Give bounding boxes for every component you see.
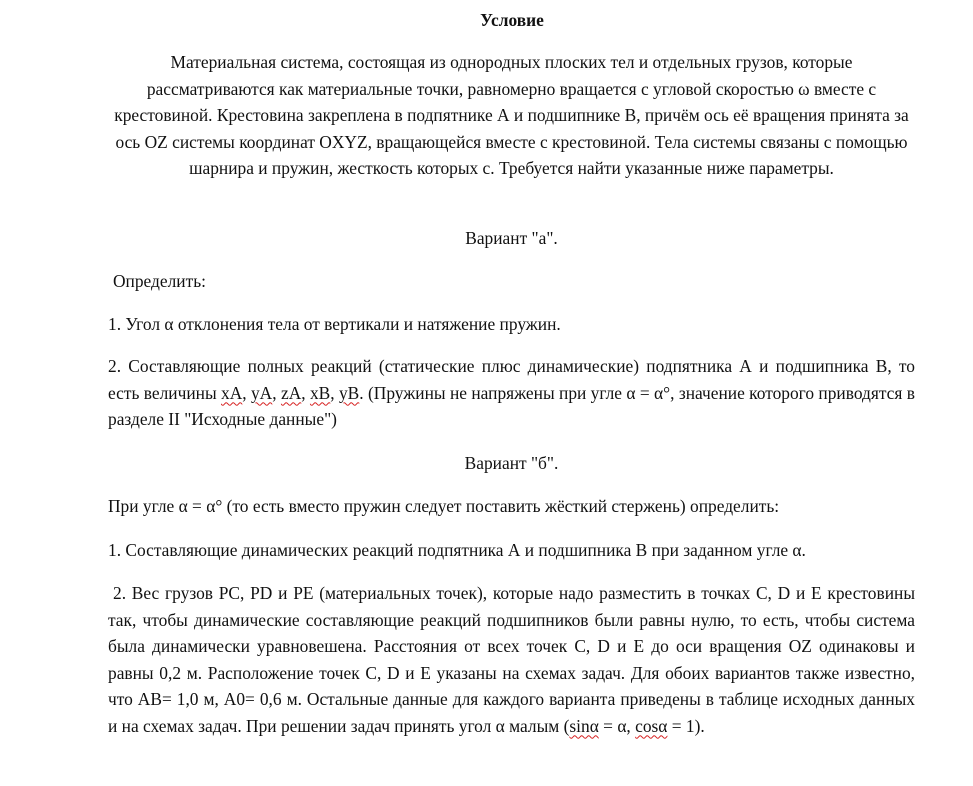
variant-a-item-2-text-end: . (Пружины не напряжены при угле α = α°, значение которого приводятся в разделе II "Исходные данные")	[108, 382, 915, 429]
variant-b-item-2-end: = 1).	[667, 715, 705, 736]
symbol-za: zA	[280, 382, 302, 403]
symbol-ya: yA	[250, 382, 273, 403]
variant-a-item-2: 2. Составляющие полных реакций (статические плюс динамические) подпятника А и подшипника В, то есть величины xA, yA, zA, xB, yB. (Пружины не напряжены при угле α = α°, значение которого приводятся в разделе II "Исходные данные")	[108, 356, 915, 429]
variant-b-heading: Вариант "б".	[464, 453, 559, 473]
variant-a-item-2-text-start: 2. Составляющие полных реакций (статические плюс динамические) подпятника А и подшипника В, то есть величины	[108, 356, 915, 403]
symbol-xa: xA	[221, 382, 243, 403]
variant-b-item-2-text: 2. Вес грузов PC, PD и PE (материальных точек), которые надо разместить в точках C, D и E крестовины так, чтобы динамические составляющие реакций подшипников были равны нулю, то есть, чтобы система была динамически уравновешена. Расстояния от всех точек C, D и E до оси вращения OZ одинаковы и равны 0,2 м. Расположение точек C, D и E указаны на схемах задач. Для обоих вариантов также известно, что AB= 1,0 м, A0= 0,6 м. Остальные данные для каждого варианта приведены в таблице исходных данных и на схемах задач. При решении задач принять угол α малым (	[108, 583, 915, 736]
variant-a-determine-label: Определить:	[113, 271, 206, 291]
variant-a-heading: Вариант "а".	[465, 228, 558, 248]
variant-b-item-2	[108, 580, 915, 739]
variant-b-item-2-mid: = α,	[598, 715, 636, 736]
sin-alpha: sinα	[569, 715, 599, 736]
variant-b-condition: При угле α = α° (то есть вместо пружин следует поставить жёсткий стержень) определить:	[108, 496, 780, 516]
variant-b-item-1: 1. Составляющие динамических реакций подпятника А и подшипника В при заданном угле α.	[108, 540, 806, 560]
document-title: Условие	[480, 10, 544, 30]
symbol-yb: yB	[338, 382, 360, 403]
variant-a-item-1: 1. Угол α отклонения тела от вертикали и натяжение пружин.	[108, 314, 561, 334]
problem-statement: Материальная система, состоящая из однородных плоских тел и отдельных грузов, которые рассматриваются как материальные точки, равномерно вращается с угловой скоростью ω вместе с крестовиной. Крестовина закреплена в подпятнике А и подшипнике В, причём ось её вращения принята за ось OZ системы координат OXYZ, вращающейся вместе с крестовиной. Тела системы связаны с помощью шарнира и пружин, жесткость которых c. Требуется найти указанные ниже параметры.	[114, 52, 909, 178]
cos-alpha: cosα	[635, 715, 668, 736]
symbol-xb: xB	[309, 382, 331, 403]
